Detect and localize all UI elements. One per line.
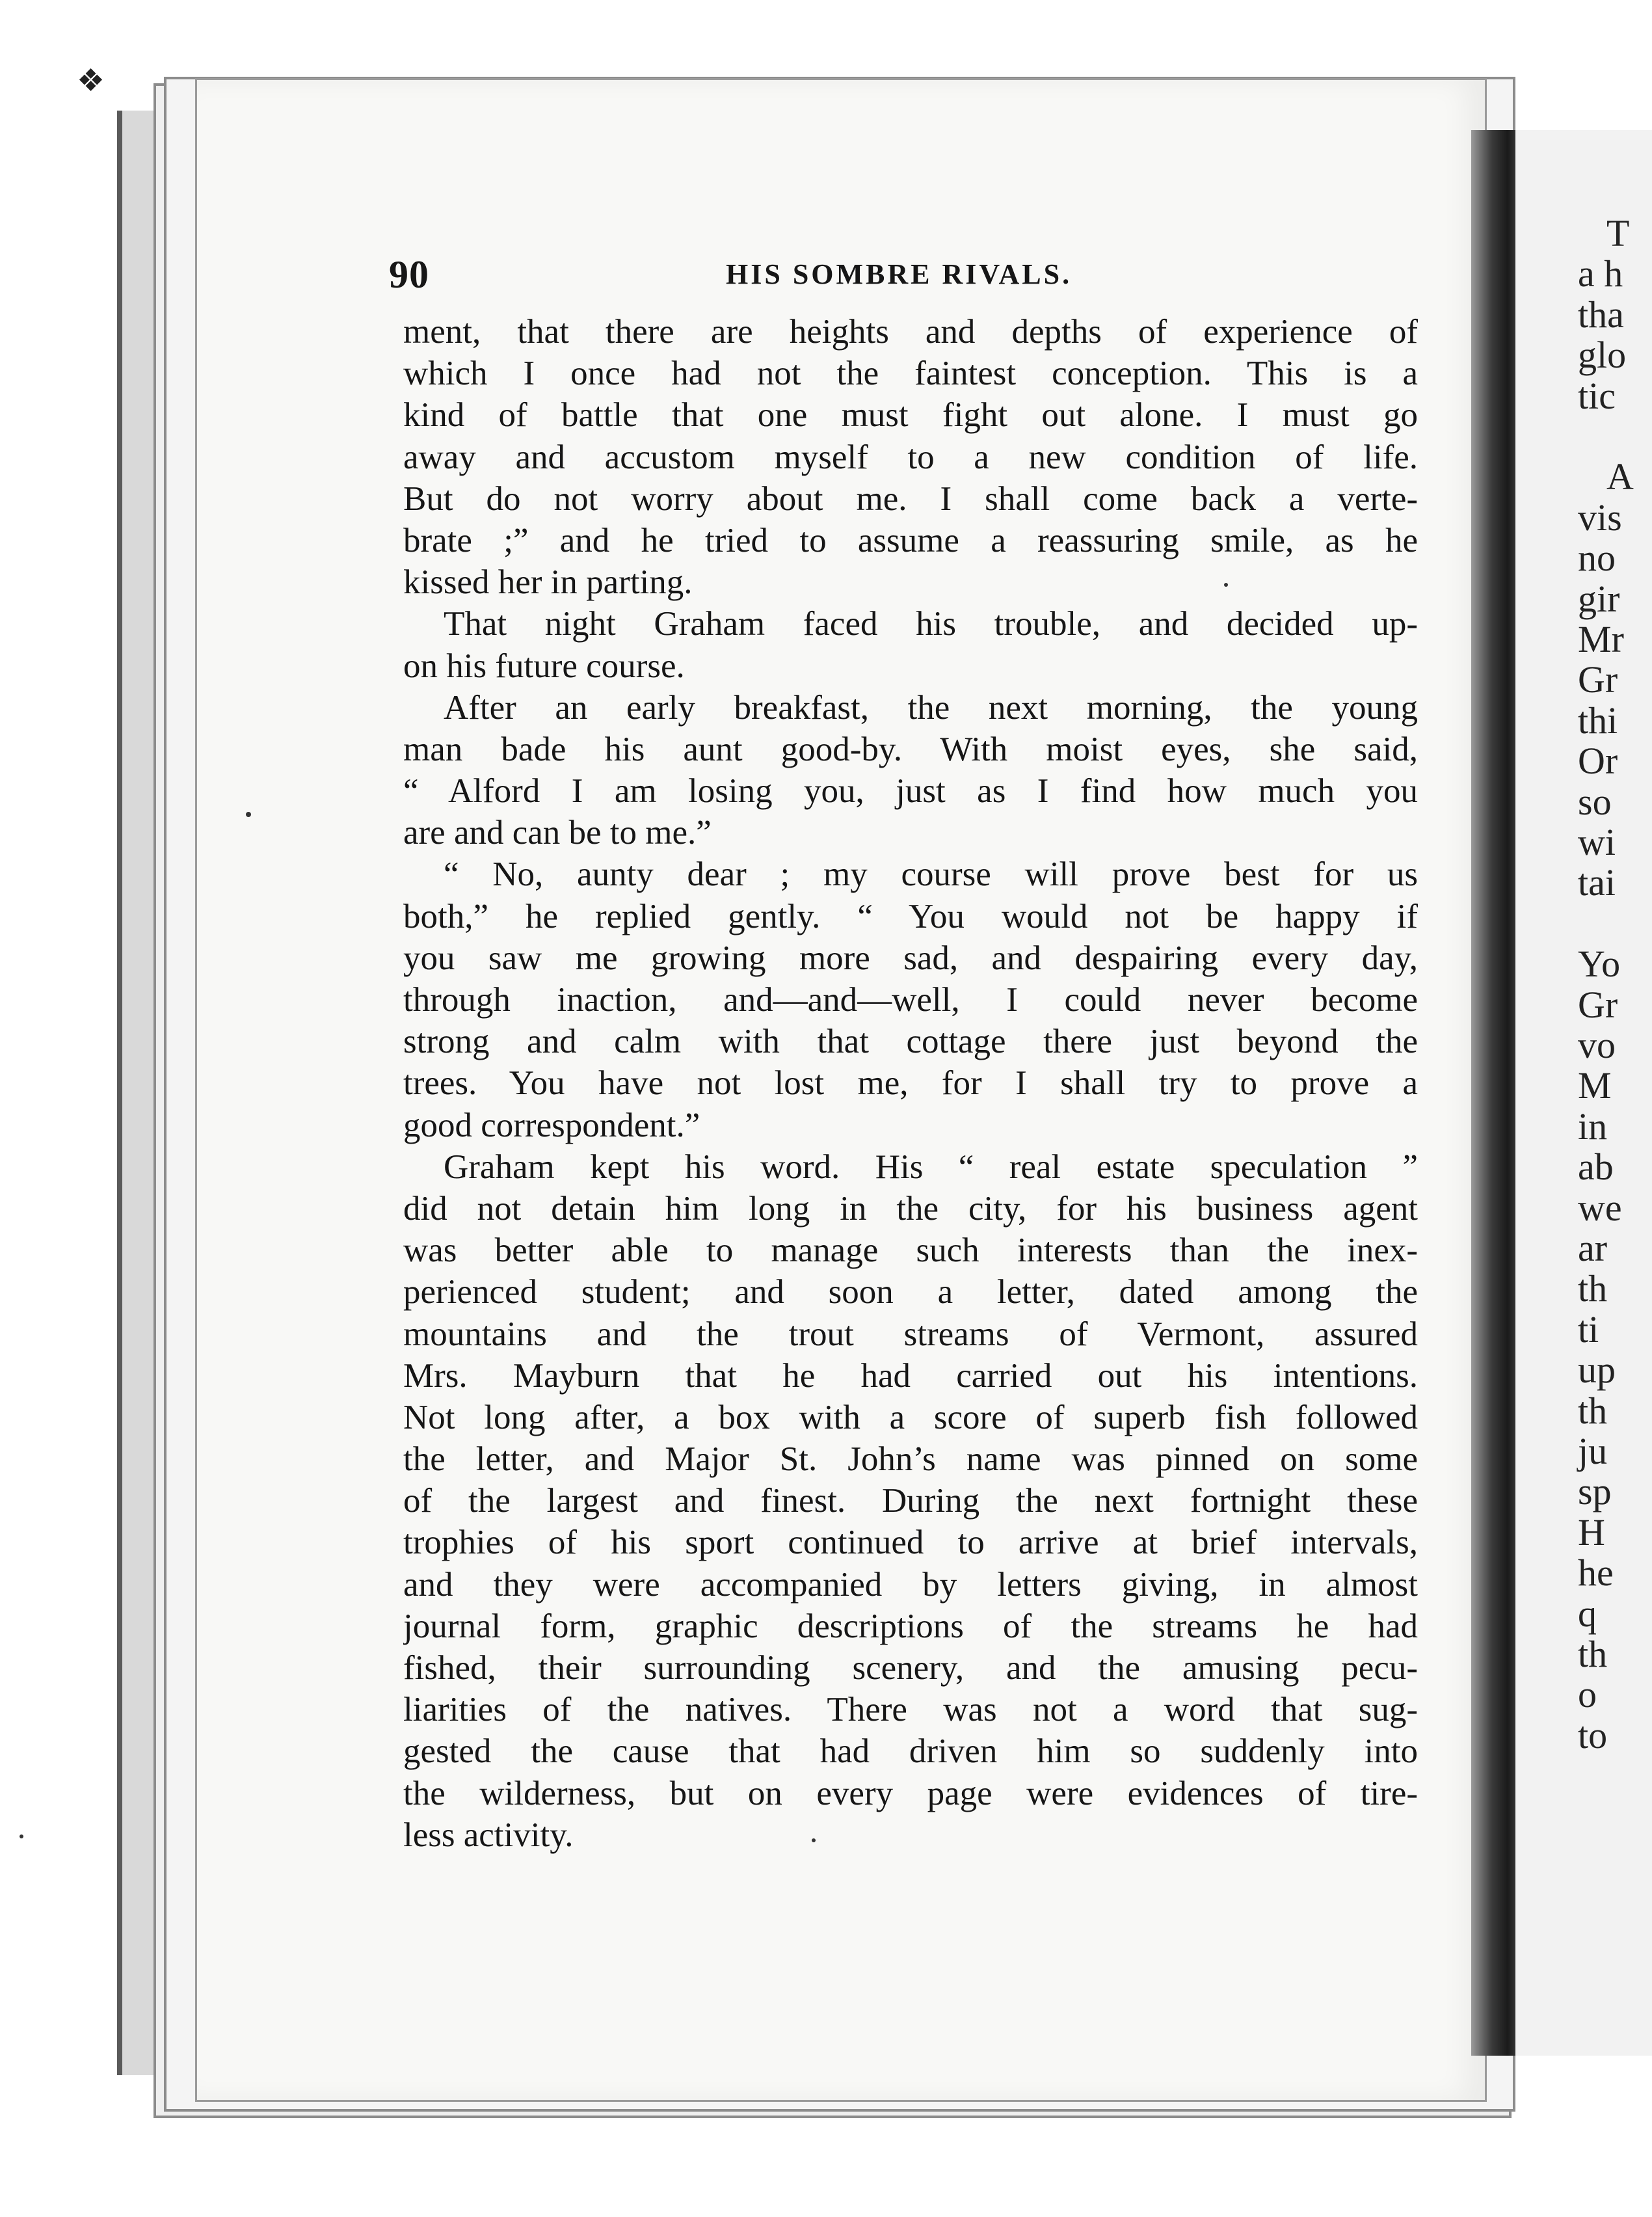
facing-page-fragment <box>1515 130 1652 2056</box>
text-line: through inaction, and—and—well, I could never become <box>403 981 1418 1019</box>
facing-page-text: th <box>1578 1389 1608 1432</box>
text-line: strong and calm with that cottage there just beyond the <box>403 1023 1418 1061</box>
facing-page-text: ti <box>1578 1308 1599 1350</box>
text-line: “ No, aunty dear ; my course will prove best for us <box>444 855 1418 894</box>
text-line: That night Graham faced his trouble, and decided up- <box>444 605 1418 643</box>
body-text <box>403 311 1418 1856</box>
facing-page-text: wi <box>1578 821 1616 863</box>
facing-page-text: vo <box>1578 1024 1616 1066</box>
facing-page-text: tai <box>1578 861 1616 904</box>
text-line: man bade his aunt good-by. With moist eyes, she said, <box>403 730 1418 768</box>
facing-page-text: in <box>1578 1105 1608 1148</box>
facing-page-text: no <box>1578 537 1616 580</box>
text-line: of the largest and finest. During the next fortnight these <box>403 1482 1418 1520</box>
text-line: the letter, and Major St. John’s name was pinned on some <box>403 1440 1418 1479</box>
text-line: “ Alford I am losing you, just as I find how much you <box>403 772 1418 811</box>
text-line: Mrs. Mayburn that he had carried out his intentions. <box>403 1356 1418 1395</box>
facing-page-text: gir <box>1578 577 1620 620</box>
text-line: trees. You have not lost me, for I shall try to prove a <box>403 1064 1418 1103</box>
text-line: away and accustom myself to a new condition of life. <box>403 438 1418 476</box>
facing-page-text: M <box>1578 1064 1612 1107</box>
facing-page-text: ab <box>1578 1146 1614 1189</box>
text-line: less activity. <box>403 1816 574 1854</box>
text-line: kissed her in parting. <box>403 563 693 602</box>
facing-page-text: to <box>1578 1713 1608 1756</box>
running-title: HIS SOMBRE RIVALS. <box>726 258 1072 290</box>
facing-page-text: T <box>1606 212 1630 254</box>
text-line: the wilderness, but on every page were evidences of tire- <box>403 1774 1418 1812</box>
text-line: But do not worry about me. I shall come back a verte- <box>403 479 1418 518</box>
text-line: are and can be to me.” <box>403 814 712 852</box>
text-line: both,” he replied gently. “ You would not be happy if <box>403 897 1418 935</box>
facing-page-text: vis <box>1578 496 1622 539</box>
text-line: kind of battle that one must fight out alone. I must go <box>403 396 1418 435</box>
text-line: good correspondent.” <box>403 1106 700 1144</box>
facing-page-text: Gr <box>1578 983 1618 1026</box>
facing-page-text: H <box>1578 1511 1605 1553</box>
text-line: which I once had not the faintest conception. This is a <box>403 355 1418 393</box>
text-line: Graham kept his word. His “ real estate speculation ” <box>444 1148 1418 1186</box>
facing-page-text: up <box>1578 1349 1616 1391</box>
page-header <box>389 252 1417 304</box>
text-line: mountains and the trout streams of Vermont, assured <box>403 1315 1418 1353</box>
text-line: fished, their surrounding scenery, and the amusing pecu- <box>403 1649 1418 1687</box>
facing-page-text: we <box>1578 1186 1622 1229</box>
text-line: on his future course. <box>403 647 685 685</box>
facing-page-text: ar <box>1578 1227 1608 1269</box>
text-line: Not long after, a box with a score of superb fish followed <box>403 1398 1418 1436</box>
facing-page-text: th <box>1578 1633 1608 1675</box>
facing-page-text: a h <box>1578 252 1623 295</box>
scan-speck <box>812 1838 816 1842</box>
facing-page-text: th <box>1578 1267 1608 1310</box>
text-line: liarities of the natives. There was not a word that sug- <box>403 1691 1418 1729</box>
facing-page-text: so <box>1578 780 1612 823</box>
text-line: After an early breakfast, the next morning, the young <box>444 688 1418 727</box>
scan-mark: ❖ <box>77 64 105 98</box>
text-line: perienced student; and soon a letter, dated among the <box>403 1273 1418 1311</box>
facing-page-text: thi <box>1578 699 1618 742</box>
text-line: you saw me growing more sad, and despairing every day, <box>403 939 1418 977</box>
scan-speck <box>20 1834 23 1838</box>
page-number: 90 <box>389 253 429 296</box>
scan-speck <box>1224 583 1228 587</box>
scan-speck <box>246 812 251 817</box>
text-line: gested the cause that had driven him so suddenly into <box>403 1732 1418 1771</box>
text-line: did not detain him long in the city, for his business agent <box>403 1189 1418 1228</box>
text-line: brate ;” and he tried to assume a reassuring smile, as he <box>403 521 1418 559</box>
text-line: was better able to manage such interests than the inex- <box>403 1231 1418 1270</box>
facing-page-text: q <box>1578 1592 1597 1635</box>
facing-page-text: Yo <box>1578 943 1621 986</box>
text-line: trophies of his sport continued to arrive at brief intervals, <box>403 1524 1418 1562</box>
facing-page-text: glo <box>1578 334 1627 377</box>
facing-page-text: ju <box>1578 1430 1608 1472</box>
facing-page-text: tic <box>1578 374 1616 417</box>
text-line: and they were accompanied by letters giving, in almost <box>403 1565 1418 1604</box>
text-line: journal form, graphic descriptions of the streams he had <box>403 1607 1418 1645</box>
facing-page-text: A <box>1606 455 1634 498</box>
facing-page-text: Or <box>1578 740 1618 783</box>
facing-page-text: he <box>1578 1552 1614 1594</box>
facing-page-text: Gr <box>1578 658 1618 701</box>
facing-page-text: Mr <box>1578 618 1624 660</box>
facing-page-text: sp <box>1578 1470 1612 1513</box>
facing-page-text: o <box>1578 1673 1597 1716</box>
facing-page-text: tha <box>1578 293 1624 336</box>
text-line: ment, that there are heights and depths of experience of <box>403 313 1418 351</box>
